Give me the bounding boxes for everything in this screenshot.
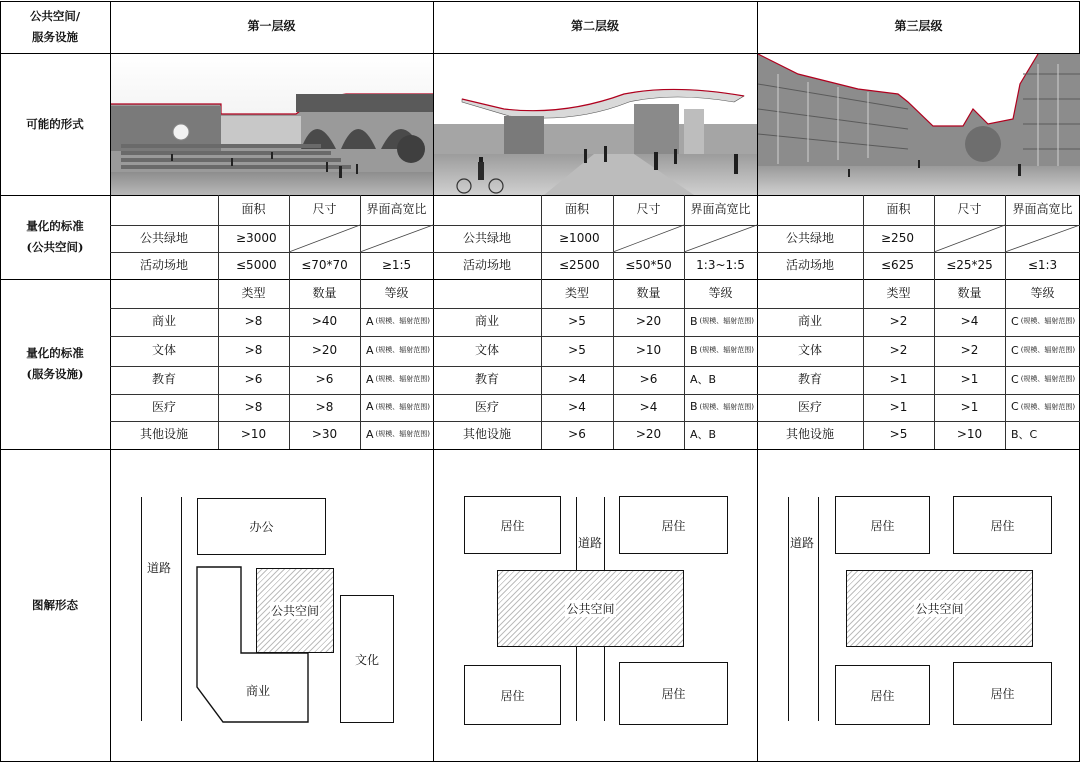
service-grade-cell xyxy=(684,366,757,394)
service-type-value: >6 xyxy=(568,427,586,442)
road-label: 道路 xyxy=(147,561,172,575)
service-col-header: 等级 xyxy=(384,285,409,300)
service-row-label: 教育 xyxy=(151,372,176,387)
service-grade-cell xyxy=(360,421,433,449)
public-row-label: 公共绿地 xyxy=(462,230,511,245)
service-grade-cell xyxy=(1005,421,1080,449)
public-col-header: 面积 xyxy=(564,202,589,217)
service-grade-cell xyxy=(1005,308,1080,336)
public-row-label: 公共绿地 xyxy=(785,230,834,245)
public-space-label: 公共空间 xyxy=(915,602,964,616)
public-space-label: 公共空间 xyxy=(566,602,615,616)
service-grade-letter: A、B xyxy=(690,427,717,441)
service-row-label: 教育 xyxy=(474,372,499,387)
service-row-label: 商业 xyxy=(474,314,499,329)
service-grade-letter: B xyxy=(690,314,698,328)
service-row-label: 商业 xyxy=(151,314,176,329)
service-grade-cell xyxy=(684,308,757,336)
service-col-header: 类型 xyxy=(241,285,266,300)
service-grade-cell xyxy=(360,336,433,366)
service-grade-cell xyxy=(684,394,757,421)
service-grade-note: (规模、辐射范围) xyxy=(375,346,430,355)
service-type-value: >4 xyxy=(568,372,586,387)
service-grade-note: (规模、辐射范围) xyxy=(375,402,430,411)
public-col-header: 尺寸 xyxy=(312,202,337,217)
service-type-value: >8 xyxy=(244,314,263,329)
service-type-value: >8 xyxy=(244,343,263,358)
office-label: 办公 xyxy=(249,520,274,534)
service-grade-cell xyxy=(360,366,433,394)
service-qty-value: >4 xyxy=(639,399,658,414)
row-label-line: (服务设施) xyxy=(26,367,84,381)
service-grade-letter: B xyxy=(690,400,698,414)
service-grade-letter: A xyxy=(366,427,374,441)
residential-label: 居住 xyxy=(661,687,686,701)
service-type-value: >8 xyxy=(244,399,263,414)
public-size-value: ≤25*25 xyxy=(946,257,993,272)
residential-block xyxy=(835,496,930,554)
service-grade-letter: C xyxy=(1011,372,1019,386)
photo-tier1-plaza xyxy=(111,54,433,195)
public-row-label: 公共绿地 xyxy=(139,230,188,245)
public-col-header: 界面高宽比 xyxy=(1012,202,1073,217)
photo-tier2-canopy xyxy=(434,54,757,195)
service-row-label: 教育 xyxy=(797,372,822,387)
row-label-service-standard xyxy=(0,279,110,449)
public-col-header: 面积 xyxy=(886,202,911,217)
service-row-label: 其他设施 xyxy=(462,427,511,442)
row-label-line: 量化的标准 xyxy=(26,219,84,234)
service-grade-cell xyxy=(1005,336,1080,366)
road-line xyxy=(818,497,819,721)
service-qty-value: >20 xyxy=(635,427,662,442)
service-qty-value: >8 xyxy=(315,399,334,414)
public-space-block xyxy=(497,570,684,647)
row-label-line: 量化的标准 xyxy=(26,346,84,361)
corner-header-line2: 服务设施 xyxy=(32,30,78,44)
public-space-block xyxy=(846,570,1033,647)
canopy-square-illustration xyxy=(434,54,757,195)
service-qty-value: >20 xyxy=(311,343,338,358)
residential-label: 居住 xyxy=(500,688,525,703)
residential-block xyxy=(464,496,561,554)
residential-block xyxy=(953,662,1052,725)
service-qty-value: >1 xyxy=(960,372,979,387)
public-space-block xyxy=(256,568,334,653)
service-grade-letter: A xyxy=(366,314,374,328)
service-qty-value: >20 xyxy=(635,314,662,329)
service-col-header: 等级 xyxy=(1030,285,1055,300)
photo-tier3-courtyard xyxy=(758,54,1080,195)
service-grade-note: (规模、辐射范围) xyxy=(699,346,755,355)
service-grade-note: (规模、辐射范围) xyxy=(375,375,430,384)
service-grade-cell xyxy=(1005,366,1080,394)
service-grade-letter: A xyxy=(366,400,374,414)
service-row-label: 文体 xyxy=(797,343,822,358)
service-qty-value: >6 xyxy=(315,372,334,387)
corner-header-line1: 公共空间/ xyxy=(29,9,81,24)
service-col-header: 数量 xyxy=(636,285,661,300)
service-type-value: >5 xyxy=(568,314,586,329)
service-col-header: 数量 xyxy=(957,285,982,300)
public-area-value: ≥1000 xyxy=(559,230,600,245)
residential-label: 居住 xyxy=(870,518,895,533)
service-type-value: >5 xyxy=(568,343,586,358)
service-grade-note: (规模、辐射范围) xyxy=(1020,375,1076,384)
residential-block xyxy=(953,496,1052,554)
public-size-value: ≤70*70 xyxy=(301,257,348,272)
tier-header-1: 第一层级 xyxy=(247,19,296,34)
service-type-value: >5 xyxy=(889,427,908,442)
public-area-value: ≤625 xyxy=(881,257,914,272)
public-col-header: 界面高宽比 xyxy=(366,202,427,217)
office-block xyxy=(197,498,326,555)
service-grade-note: (规模、辐射范围) xyxy=(375,317,430,326)
residential-block xyxy=(619,662,728,725)
service-row-label: 文体 xyxy=(151,343,176,358)
service-grade-letter: A xyxy=(366,343,374,357)
row-label-line: (公共空间) xyxy=(26,240,84,254)
culture-label: 文化 xyxy=(354,652,379,667)
public-area-value: ≤5000 xyxy=(236,257,277,272)
service-grade-cell xyxy=(1005,394,1080,421)
service-type-value: >2 xyxy=(889,343,908,358)
public-row-label: 活动场地 xyxy=(785,257,834,272)
corner-header xyxy=(0,1,110,53)
service-grade-cell xyxy=(684,336,757,366)
service-row-label: 医疗 xyxy=(151,399,176,414)
row-label-public-standard xyxy=(0,195,110,279)
public-col-header: 尺寸 xyxy=(957,202,982,217)
public-ratio-value: ≤1:3 xyxy=(1027,257,1058,272)
service-type-value: >1 xyxy=(889,399,908,414)
service-grade-note: (规模、辐射范围) xyxy=(699,402,755,411)
tier-header-3: 第三层级 xyxy=(894,19,943,34)
service-qty-value: >6 xyxy=(639,372,658,387)
public-space-label: 公共空间 xyxy=(270,604,319,618)
service-grade-letter: A、B xyxy=(690,372,717,386)
residential-label: 居住 xyxy=(990,687,1015,701)
service-grade-note: (规模、辐射范围) xyxy=(1020,346,1076,355)
row-label-forms: 可能的形式 xyxy=(26,116,84,131)
service-grade-note: (规模、辐射范围) xyxy=(1020,317,1076,326)
residential-label: 居住 xyxy=(990,518,1015,533)
road-line xyxy=(181,497,182,721)
road-label: 道路 xyxy=(578,536,603,550)
road-label: 道路 xyxy=(790,536,815,550)
service-qty-value: >40 xyxy=(311,314,338,329)
public-area-value: ≥3000 xyxy=(236,230,277,245)
service-qty-value: >10 xyxy=(956,427,983,442)
service-grade-note: (规模、辐射范围) xyxy=(375,430,430,439)
service-grade-letter: B xyxy=(690,343,698,357)
service-row-label: 其他设施 xyxy=(139,427,188,442)
residential-label: 居住 xyxy=(870,688,895,703)
public-row-label: 活动场地 xyxy=(462,257,511,272)
service-row-label: 医疗 xyxy=(474,399,499,414)
public-area-value: ≥250 xyxy=(881,230,914,245)
service-type-value: >10 xyxy=(240,427,267,442)
residential-label: 居住 xyxy=(500,518,525,533)
service-qty-value: >2 xyxy=(960,343,979,358)
service-row-label: 商业 xyxy=(797,314,822,329)
courtyard-illustration xyxy=(758,54,1080,195)
service-row-label: 医疗 xyxy=(797,399,822,414)
public-col-header: 界面高宽比 xyxy=(690,202,751,217)
service-qty-value: >10 xyxy=(635,343,662,358)
service-grade-note: (规模、辐射范围) xyxy=(699,317,755,326)
service-type-value: >2 xyxy=(889,314,908,329)
service-col-header: 类型 xyxy=(886,285,911,300)
public-row-label: 活动场地 xyxy=(139,257,188,272)
service-qty-value: >30 xyxy=(311,427,338,442)
service-grade-letter: C xyxy=(1011,400,1019,414)
tier-header-2: 第二层级 xyxy=(570,19,619,34)
public-ratio-value: 1:3~1:5 xyxy=(696,257,745,272)
service-qty-value: >1 xyxy=(960,399,979,414)
service-qty-value: >4 xyxy=(960,314,979,329)
service-col-header: 等级 xyxy=(708,285,733,300)
service-col-header: 类型 xyxy=(564,285,589,300)
service-grade-letter: A xyxy=(366,372,374,386)
service-grade-cell xyxy=(684,421,757,449)
public-ratio-value: ≥1:5 xyxy=(381,257,412,272)
service-grade-note: (规模、辐射范围) xyxy=(1020,402,1076,411)
service-grade-cell xyxy=(360,394,433,421)
service-grade-cell xyxy=(360,308,433,336)
culture-block xyxy=(340,595,394,723)
service-type-value: >4 xyxy=(568,399,586,414)
service-row-label: 文体 xyxy=(474,343,499,358)
service-row-label: 其他设施 xyxy=(785,427,834,442)
row-label-diagram: 图解形态 xyxy=(32,598,78,613)
public-col-header: 尺寸 xyxy=(636,202,661,217)
service-type-value: >1 xyxy=(889,372,908,387)
residential-block xyxy=(835,665,930,725)
service-grade-letter: C xyxy=(1011,343,1019,357)
service-grade-letter: C xyxy=(1011,314,1019,328)
residential-block xyxy=(464,665,561,725)
service-type-value: >6 xyxy=(244,372,263,387)
public-col-header: 面积 xyxy=(241,202,266,217)
public-size-value: ≤50*50 xyxy=(625,257,672,272)
service-col-header: 数量 xyxy=(312,285,337,300)
plaza-steps-illustration xyxy=(111,54,433,195)
commerce-label: 商业 xyxy=(246,684,271,698)
public-area-value: ≤2500 xyxy=(559,257,600,272)
residential-label: 居住 xyxy=(661,518,686,533)
road-line xyxy=(788,497,789,721)
road-line xyxy=(141,497,142,721)
service-grade-letter: B、C xyxy=(1011,427,1038,441)
row-divider xyxy=(0,449,1080,450)
residential-block xyxy=(619,496,728,554)
